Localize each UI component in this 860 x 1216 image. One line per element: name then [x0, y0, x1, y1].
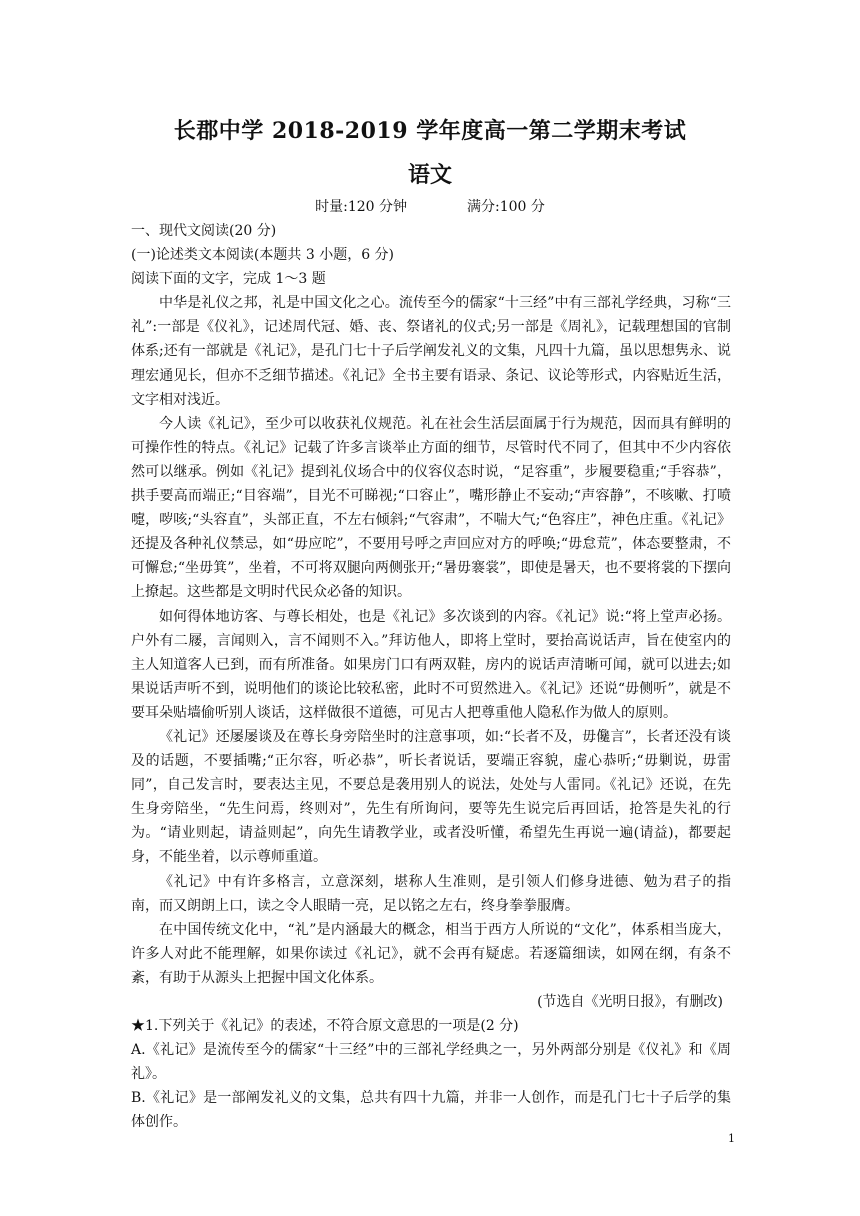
page-number: 1 — [728, 1132, 735, 1145]
passage-paragraph: 如何得体地访客、与尊长相处，也是《礼记》多次谈到的内容。《礼记》说:“将上堂声必扬。户外有二屦，言闻则入，言不闻则不入。”拜访他人，即将上堂时，要抬高说话声，旨在使室内的主人知道客人已到，而有所准备。如果房门口有两双鞋，房内的说话声清晰可闻，就可以进去;如果说话声听不到，说明他们的谈论比较私密，此时不可贸然进入。《礼记》还说“毋侧听”，就是不要耳朵贴墙偷听别人谈话，这样做很不道德，可见古人把尊重他人隐私作为做人的原则。 — [131, 608, 731, 721]
source-note: (节选自《光明日报》，有删改) — [537, 994, 723, 1010]
section-subheading: (一)论述类文本阅读(本题共 3 小题，6 分) — [131, 247, 395, 264]
passage-paragraph: 《礼记》中有许多格言，立意深刻，堪称人生准则，是引领人们修身进德、勉为君子的指南，而又朗朗上口，读之令人眼睛一亮，足以铭之左右，终身拳拳服膺。 — [131, 873, 731, 914]
question-stem: ★1.下列关于《礼记》的表述，不符合原文意思的一项是(2 分) — [131, 1018, 519, 1035]
section-heading: 一、现代文阅读(20 分) — [131, 223, 277, 239]
full-score: 满分:100 分 — [467, 199, 545, 215]
question-option: B.《礼记》是一部阐发礼义的文集，总共有四十九篇，并非一人创作，而是孔门七十子后学的集体创作。 — [131, 1090, 731, 1131]
passage-paragraph: 中华是礼仪之邦，礼是中国文化之心。流传至今的儒家“十三经”中有三部礼学经典，习称“三礼”:一部是《仪礼》，记述周代冠、婚、丧、祭诸礼的仪式;另一部是《周礼》，记载理想国的官制体系;还有一部就是《礼记》，是孔门七十子后学阐发礼义的文集，凡四十九篇，虽以思想隽永、说理宏通见长，但亦不乏细节描述。《礼记》全书主要有语录、条记、议论等形式，内容贴近生活，文字相对浅近。 — [131, 295, 731, 408]
passage-paragraph: 在中国传统文化中，“礼”是内涵最大的概念，相当于西方人所说的“文化”，体系相当庞大，许多人对此不能理解，如果你读过《礼记》，就不会再有疑虑。若逐篇细读，如网在纲，有条不紊，有助于从源头上把握中国文化体系。 — [131, 921, 731, 986]
passage-paragraph: 今人读《礼记》，至少可以收获礼仪规范。礼在社会生活层面属于行为规范，因而具有鲜明的可操作性的特点。《礼记》记载了许多言谈举止方面的细节，尽管时代不同了，但其中不少内容依然可以继承。例如《礼记》提到礼仪场合中的仪容仪态时说，“足容重”，步履要稳重;“手容恭”，拱手要高而端正;“目容端”，目光不可睇视;“口容止”，嘴形静止不妄动;“声容静”，不咳嗽、打喷嚏，哕咳;“头容直”，头部正直，不左右倾斜;“气容肃”，不喘大气;“色容庄”，神色庄重。《礼记》还提及各种礼仪禁忌，如“毋应咜”，不要用号呼之声回应对方的呼唤;“毋怠荒”，体态要整肃，不可懈怠;“坐毋箕”，坐着，不可将双腿向两侧张开;“暑毋褰裳”，即使是暑天，也不要将裳的下摆向上撩起。这些都是文明时代民众必备的知识。 — [131, 415, 731, 601]
exam-title: 长郡中学 2018-2019 学年度高一第二学期末考试 — [173, 118, 687, 144]
subject-title: 语文 — [407, 162, 452, 188]
exam-meta — [0, 196, 860, 216]
passage-paragraph: 《礼记》还屡屡谈及在尊长身旁陪坐时的注意事项，如:“长者不及，毋儳言”，长者还没有谈及的话题，不要插嘴;“正尔容，听必恭”，听长者说话，要端正容貌，虚心恭听;“毋剿说，毋雷同”，自己发言时，要表达主见，不要总是袭用别人的说法，处处与人雷同。《礼记》还说，在先生身旁陪坐，“先生问焉，终则对”，先生有所询问，要等先生说完后再回话，抢答是失礼的行为。“请业则起，请益则起”，向先生请教学业，或者没听懂，希望先生再说一遍(请益)，都要起身，不能坐着，以示尊师重道。 — [131, 728, 731, 866]
question-option: A.《礼记》是流传至今的儒家“十三经”中的三部礼学经典之一，另外两部分别是《仪礼》和《周礼》。 — [131, 1042, 731, 1083]
time-limit: 时量:120 分钟 — [315, 199, 407, 215]
exam-body — [131, 219, 731, 1135]
reading-instruction: 阅读下面的文字，完成 1～3 题 — [131, 271, 326, 288]
